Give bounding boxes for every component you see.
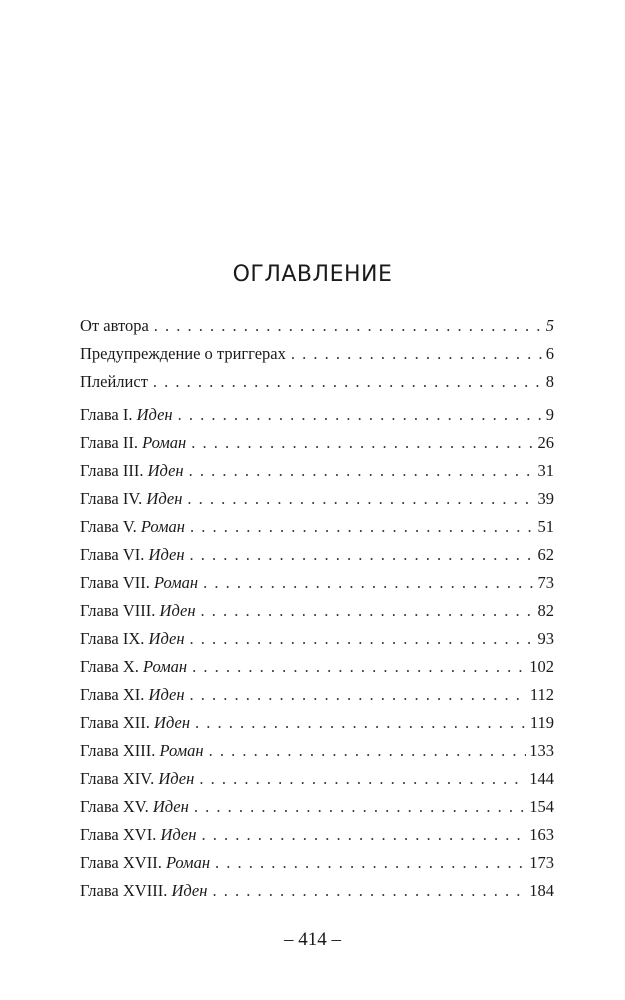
toc-entry-page: 39 bbox=[537, 489, 554, 508]
toc-entry-title: Глава III. bbox=[80, 461, 148, 480]
toc-entry-title: Глава I. bbox=[80, 405, 137, 424]
toc-entry-narrator: Иден bbox=[171, 881, 208, 900]
toc-entry-page: 133 bbox=[529, 741, 554, 760]
toc-entry-label bbox=[80, 516, 185, 538]
toc-entry-page: 184 bbox=[529, 881, 554, 900]
toc-entry-label bbox=[80, 572, 198, 594]
toc-entry-label bbox=[80, 768, 194, 790]
toc-entry-title: Предупреждение о триггерах bbox=[80, 344, 286, 363]
toc-entry-title: Глава VIII. bbox=[80, 601, 160, 620]
toc-entry-label bbox=[80, 544, 185, 566]
toc-entry-page: 163 bbox=[529, 825, 554, 844]
toc-entry-label bbox=[80, 628, 185, 650]
toc-entry-label bbox=[80, 315, 149, 337]
dot-leader bbox=[209, 740, 527, 762]
toc-entry-page: 82 bbox=[537, 601, 554, 620]
toc-entry-label bbox=[80, 852, 210, 874]
toc-entry-narrator: Иден bbox=[160, 825, 197, 844]
toc-entry-page: 31 bbox=[537, 461, 554, 480]
toc-entry bbox=[80, 516, 554, 538]
dot-leader bbox=[215, 852, 526, 874]
dot-leader bbox=[154, 315, 543, 337]
toc-entry-label bbox=[80, 880, 207, 902]
toc-entry-title: Глава XVI. bbox=[80, 825, 161, 844]
toc-entry-label bbox=[80, 824, 196, 846]
toc-entry-title: Глава IX. bbox=[80, 629, 149, 648]
toc-entry-narrator: Иден bbox=[148, 685, 185, 704]
toc-entry-title: Глава XVII. bbox=[80, 853, 166, 872]
toc-entry-page: 173 bbox=[529, 853, 554, 872]
toc-entry-title: Глава XII. bbox=[80, 713, 155, 732]
dot-leader bbox=[291, 343, 543, 365]
toc-entry bbox=[80, 880, 554, 902]
toc-entry-label bbox=[80, 343, 286, 365]
toc-entry-narrator: Иден bbox=[148, 545, 185, 564]
dot-leader bbox=[178, 404, 543, 426]
toc-entry-title: Глава V. bbox=[80, 517, 141, 536]
toc-entry bbox=[80, 796, 554, 818]
toc-entry bbox=[80, 572, 554, 594]
toc-entry-title: Плейлист bbox=[80, 372, 148, 391]
toc-entry-narrator: Иден bbox=[136, 405, 173, 424]
toc-entry-page: 8 bbox=[545, 372, 554, 391]
toc-entry bbox=[80, 432, 554, 454]
toc-entry-label bbox=[80, 404, 173, 426]
toc-entry-page: 119 bbox=[529, 713, 554, 732]
toc-entry-narrator: Роман bbox=[140, 517, 185, 536]
toc-entry bbox=[80, 656, 554, 678]
toc-entry-label bbox=[80, 600, 196, 622]
toc-entry bbox=[80, 544, 554, 566]
dot-leader bbox=[190, 516, 535, 538]
toc-entry-title: Глава XIII. bbox=[80, 741, 160, 760]
toc-entry-page: 62 bbox=[537, 545, 554, 564]
toc-entry bbox=[80, 343, 554, 365]
toc-entry-label bbox=[80, 684, 185, 706]
toc-entry-label bbox=[80, 432, 186, 454]
toc-entry-label bbox=[80, 460, 184, 482]
toc-entry-title: Глава XVIII. bbox=[80, 881, 172, 900]
dot-leader bbox=[194, 796, 526, 818]
toc-entry bbox=[80, 488, 554, 510]
dot-leader bbox=[199, 768, 526, 790]
toc-entry-narrator: Роман bbox=[159, 741, 204, 760]
toc-entry-label bbox=[80, 656, 187, 678]
toc-entry bbox=[80, 628, 554, 650]
toc-entry-title: Глава XI. bbox=[80, 685, 149, 704]
toc-entry bbox=[80, 712, 554, 734]
toc-entry-page: 102 bbox=[529, 657, 554, 676]
toc-entry-title: Глава IV. bbox=[80, 489, 147, 508]
toc-entry-narrator: Иден bbox=[147, 461, 184, 480]
toc-entry-narrator: Роман bbox=[154, 573, 199, 592]
dot-leader bbox=[201, 824, 526, 846]
toc-entry-label bbox=[80, 796, 189, 818]
dot-leader bbox=[195, 712, 527, 734]
toc-entry-page: 154 bbox=[529, 797, 554, 816]
toc-entry-label bbox=[80, 488, 182, 510]
toc-entry bbox=[80, 852, 554, 874]
toc-entry-page: 51 bbox=[537, 517, 554, 536]
toc-entry-title: Глава XIV. bbox=[80, 769, 159, 788]
toc-entry-narrator: Иден bbox=[154, 713, 191, 732]
toc-entry-narrator: Иден bbox=[159, 601, 196, 620]
toc-entry-page: 73 bbox=[537, 573, 554, 592]
dot-leader bbox=[190, 628, 535, 650]
toc-entry-title: Глава XV. bbox=[80, 797, 153, 816]
toc-entry-page: 26 bbox=[537, 433, 554, 452]
dot-leader bbox=[201, 600, 535, 622]
toc-entry-title: Глава VI. bbox=[80, 545, 149, 564]
toc-entry-narrator: Роман bbox=[143, 657, 188, 676]
toc-entry bbox=[80, 404, 554, 426]
toc-entry bbox=[80, 460, 554, 482]
toc-entry bbox=[80, 371, 554, 393]
toc-entry bbox=[80, 740, 554, 762]
toc-entry bbox=[80, 824, 554, 846]
toc-entry-narrator: Роман bbox=[165, 853, 211, 872]
toc-entry-page: 112 bbox=[529, 685, 554, 704]
toc-entry-page: 144 bbox=[529, 769, 554, 788]
toc-entry-title: Глава X. bbox=[80, 657, 144, 676]
dot-leader bbox=[189, 460, 535, 482]
toc-entry-title: Глава II. bbox=[80, 433, 143, 452]
toc-heading: ОГЛАВЛЕНИЕ bbox=[232, 262, 393, 287]
toc-entry-title: Глава VII. bbox=[80, 573, 155, 592]
toc-entry-title: От автора bbox=[80, 316, 149, 335]
toc-entry-label bbox=[80, 740, 204, 762]
dot-leader bbox=[153, 371, 543, 393]
toc-entry-narrator: Иден bbox=[146, 489, 183, 508]
toc-entry bbox=[80, 600, 554, 622]
dot-leader bbox=[212, 880, 526, 902]
toc-entry-page: 6 bbox=[545, 344, 554, 363]
dot-leader bbox=[191, 432, 534, 454]
toc-entry-page: 9 bbox=[545, 405, 554, 424]
dot-leader bbox=[190, 684, 527, 706]
toc-entry-narrator: Иден bbox=[158, 769, 195, 788]
dot-leader bbox=[190, 544, 535, 566]
toc-entry-narrator: Роман bbox=[142, 433, 187, 452]
toc-entry-page: 5 bbox=[545, 316, 554, 335]
toc-entry bbox=[80, 768, 554, 790]
toc-entry-label bbox=[80, 712, 190, 734]
toc-entry-narrator: Иден bbox=[152, 797, 189, 816]
dot-leader bbox=[203, 572, 534, 594]
dot-leader bbox=[187, 488, 534, 510]
dot-leader bbox=[192, 656, 526, 678]
toc-entry-label bbox=[80, 371, 148, 393]
toc-entry-page: 93 bbox=[537, 629, 554, 648]
page-number: – 414 – bbox=[284, 929, 341, 950]
toc-entry-narrator: Иден bbox=[148, 629, 185, 648]
toc-entry bbox=[80, 684, 554, 706]
toc-entry bbox=[80, 315, 554, 337]
